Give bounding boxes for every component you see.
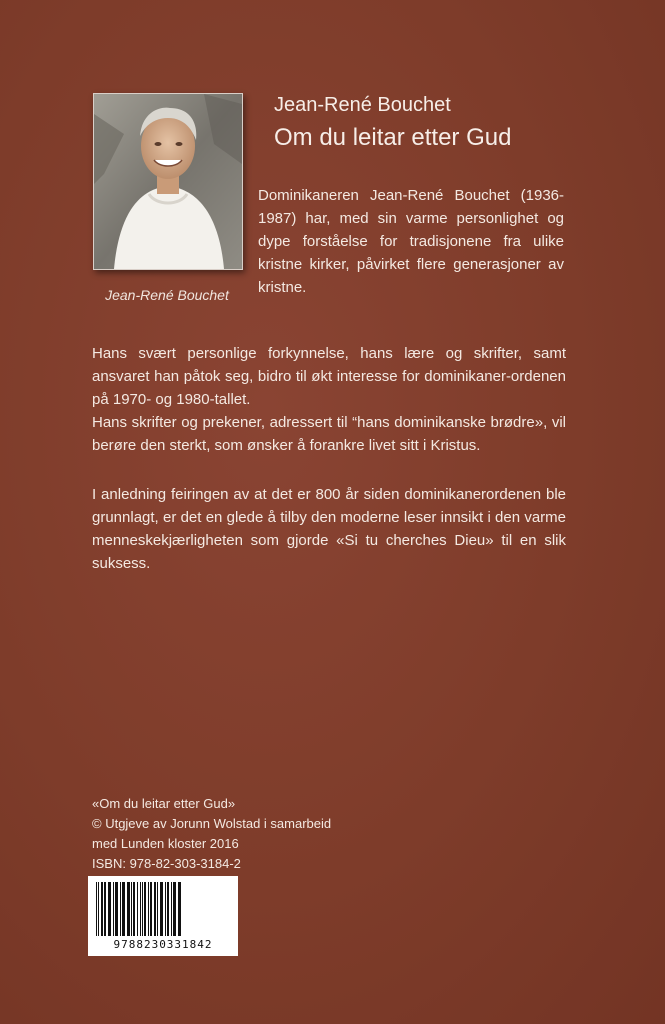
barcode-bar (173, 882, 176, 936)
description-paragraph-4: I anledning feiringen av at det er 800 år siden dominikanerordenen ble grunnlagt, er det en glede å tilby den moderne leser innsikt i den varme menneskekjærligheten som gjorde «Si tu cherches Dieu» til en slik suksess. (92, 486, 566, 572)
barcode-bar (122, 882, 125, 936)
barcode-bar (160, 882, 163, 936)
barcode-bar (178, 882, 181, 936)
barcode-bar (148, 882, 149, 936)
barcode-bar (120, 882, 121, 936)
barcode-bar (142, 882, 143, 936)
barcode-bars (94, 882, 232, 938)
barcode-bar (150, 882, 152, 936)
imprint-cooperation-line: med Lunden kloster 2016 (92, 836, 239, 851)
imprint-block (92, 794, 331, 874)
imprint-publisher-line: © Utgjeve av Jorunn Wolstad i samarbeid (92, 816, 332, 831)
barcode-bar (157, 882, 158, 936)
description-paragraph-2: Hans svært personlige forkynnelse, hans lære og skrifter, samt ansvaret han påtok seg, bidro til økt interesse for dominikaner-ordenen på 1970- og 1980-tallet. (92, 345, 566, 408)
barcode-bar (144, 882, 146, 936)
imprint-title-line: «Om du leitar etter Gud» (92, 796, 236, 811)
author-portrait-illustration (94, 94, 242, 269)
barcode-bar (98, 882, 99, 936)
barcode-bar (127, 882, 130, 936)
barcode-bar (96, 882, 97, 936)
barcode-bar (108, 882, 111, 936)
author-photo (93, 93, 243, 270)
barcode-bar (154, 882, 156, 936)
description-paragraph-1: Dominikaneren Jean-René Bouchet (1936-1987) har, med sin varme personlighet og dype forståelse for tradisjonene fra ulike kristne kirker, påvirket flere generasjoner av kristne. (258, 187, 564, 296)
description-paragraph-3: Hans skrifter og prekener, adressert til “hans dominikanske brødre», vil berøre den sterkt, som ønsker å forankre livet sitt i Kristus. (92, 414, 566, 454)
barcode-bar (137, 882, 138, 936)
barcode-bar (131, 882, 132, 936)
book-title: Om du leitar etter Gud (274, 124, 512, 151)
barcode-bar (101, 882, 103, 936)
photo-caption: Jean-René Bouchet (105, 287, 229, 303)
barcode-bar (167, 882, 169, 936)
barcode-bar (115, 882, 118, 936)
imprint-isbn-line: ISBN: 978-82-303-3184-2 (92, 856, 241, 871)
author-name: Jean-René Bouchet (274, 94, 451, 116)
barcode-bar (104, 882, 106, 936)
barcode-bar (171, 882, 172, 936)
barcode-bar (113, 882, 114, 936)
barcode-bar (165, 882, 166, 936)
barcode-number: 9788230331842 (113, 938, 213, 951)
isbn-barcode (88, 876, 238, 956)
barcode-bar (133, 882, 135, 936)
barcode-bar (140, 882, 141, 936)
